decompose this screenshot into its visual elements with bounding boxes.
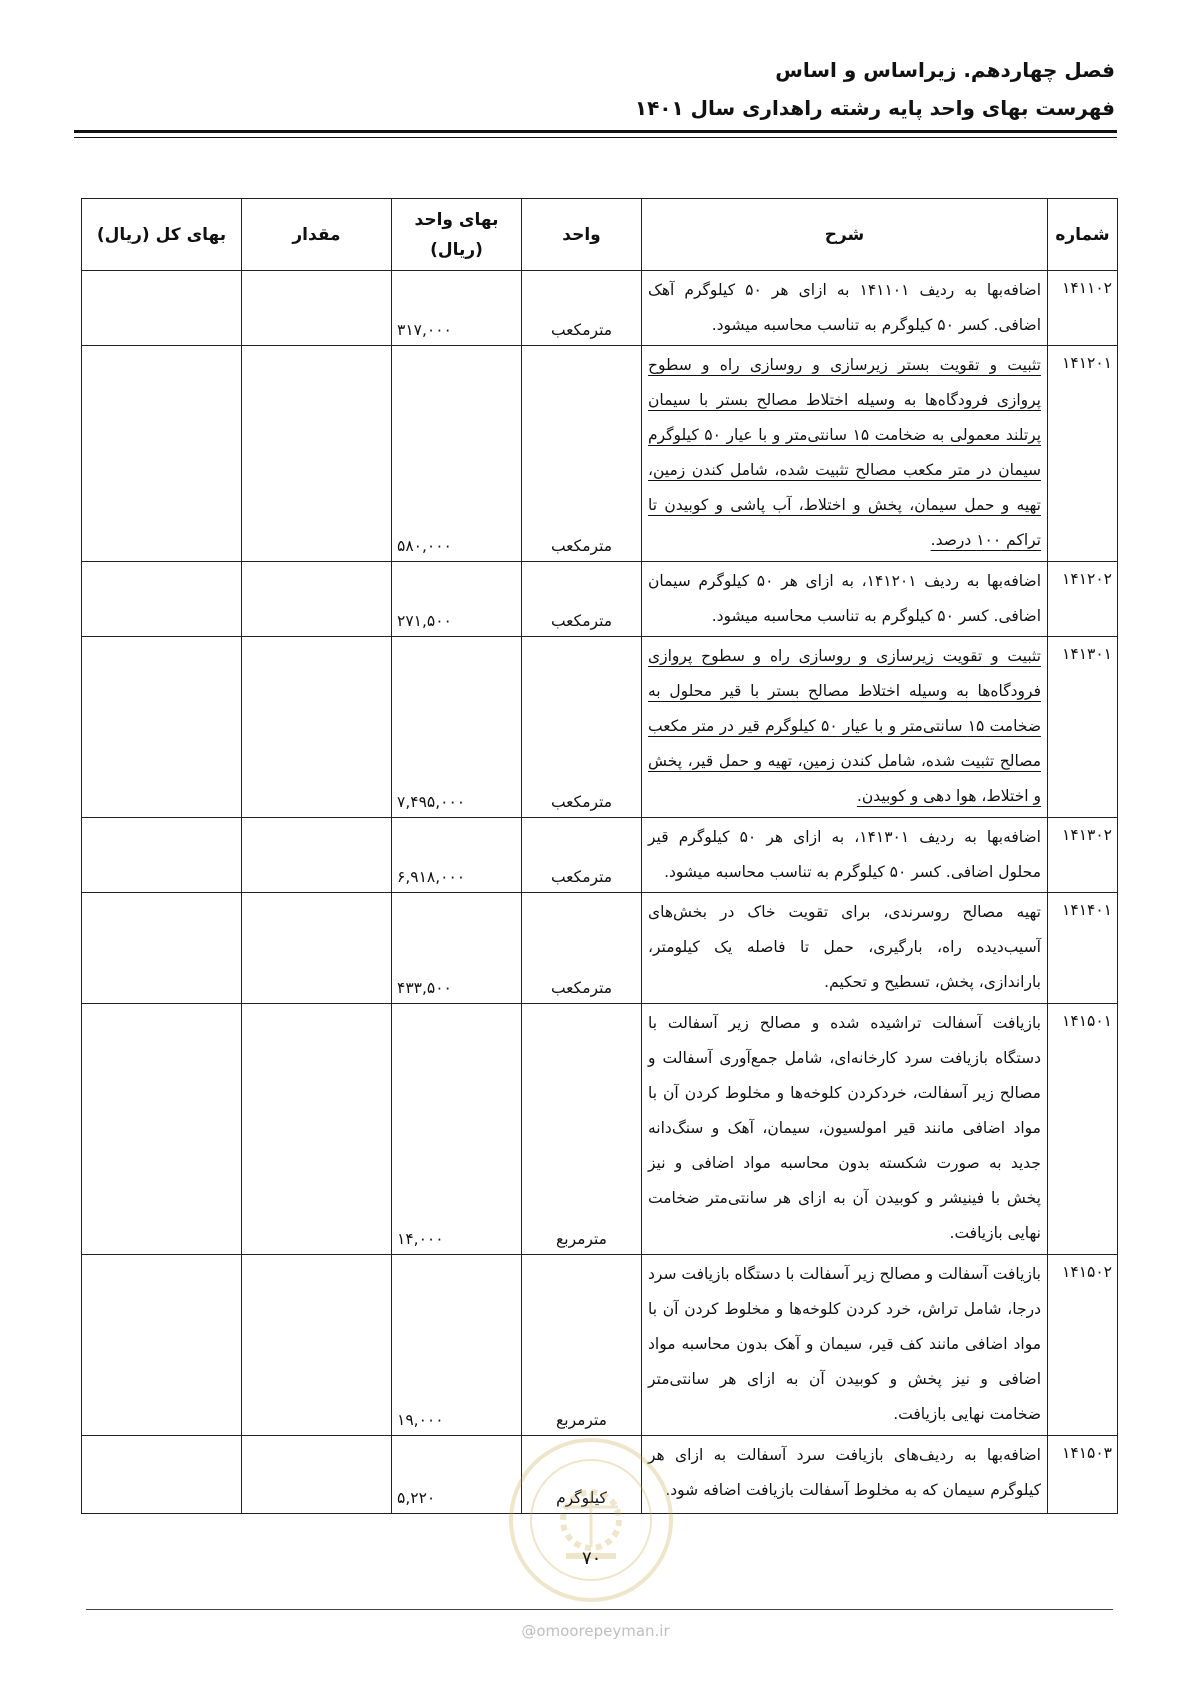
row-description — [642, 637, 1048, 818]
row-quantity — [242, 818, 392, 893]
row-description: اضافه‌بها به ردیف ۱۴۱۲۰۱، به ازای هر ۵۰ کیلوگرم سیمان اضافی. کسر ۵۰ کیلوگرم به تناسب محاسبه میشود. — [642, 562, 1048, 637]
row-unit: مترمکعب — [522, 637, 642, 818]
row-unit-price-value: ۷,۴۹۵,۰۰۰ — [397, 793, 466, 812]
row-unit: مترمکعب — [522, 893, 642, 1003]
row-description: تهیه مصالح روسرندی، برای تقویت خاک در بخش‌های آسیب‌دیده راه، بارگیری، حمل تا فاصله یک کیلومتر، باراندازی، پخش، تسطیح و تحکیم. — [642, 893, 1048, 1003]
row-total — [82, 271, 242, 346]
col-header-quantity: مقدار — [242, 199, 392, 271]
row-unit: مترمربع — [522, 1003, 642, 1254]
table-header-row — [82, 199, 1118, 271]
row-number: ۱۴۱۵۰۲ — [1048, 1254, 1118, 1435]
row-unit-price-value: ۱۹,۰۰۰ — [397, 1410, 444, 1429]
watermark: @omoorepeyman.ir — [521, 1622, 670, 1640]
row-description: اضافه‌بها به ردیف ۱۴۱۱۰۱ به ازای هر ۵۰ کیلوگرم آهک اضافی. کسر ۵۰ کیلوگرم به تناسب محاسبه میشود. — [642, 271, 1048, 346]
row-number: ۱۴۱۲۰۱ — [1048, 346, 1118, 562]
row-unit-price — [392, 1435, 522, 1513]
row-number: ۱۴۱۳۰۱ — [1048, 637, 1118, 818]
row-total — [82, 893, 242, 1003]
row-quantity — [242, 346, 392, 562]
table-row — [82, 818, 1118, 893]
row-unit: مترمربع — [522, 1254, 642, 1435]
row-number: ۱۴۱۲۰۲ — [1048, 562, 1118, 637]
row-unit-price-value: ۲۷۱,۵۰۰ — [397, 612, 452, 631]
seal-icon — [506, 1435, 676, 1605]
row-unit-price-value: ۳۱۷,۰۰۰ — [397, 321, 452, 340]
row-unit: مترمکعب — [522, 271, 642, 346]
table-row — [82, 271, 1118, 346]
footer-rule — [86, 1609, 1113, 1610]
row-number: ۱۴۱۵۰۱ — [1048, 1003, 1118, 1254]
col-header-description: شرح — [642, 199, 1048, 271]
row-unit-price — [392, 818, 522, 893]
row-description: اضافه‌بها به ردیف‌های بازیافت سرد آسفالت به ازای هر کیلوگرم سیمان که به مخلوط آسفالت بازیافت اضافه شود. — [642, 1435, 1048, 1513]
row-unit-price-value: ۱۴,۰۰۰ — [397, 1229, 444, 1248]
row-unit-price-value: ۶,۹۱۸,۰۰۰ — [397, 868, 466, 887]
page-number: ۷۰ — [582, 1548, 602, 1569]
table-row — [82, 1003, 1118, 1254]
col-header-unit-price: بهای واحد (ریال) — [392, 199, 522, 271]
row-total — [82, 818, 242, 893]
col-header-unit: واحد — [522, 199, 642, 271]
row-total — [82, 562, 242, 637]
row-unit: کیلوگرم — [522, 1435, 642, 1513]
header-rule-thick — [74, 130, 1117, 133]
chapter-title: فصل چهاردهم. زیراساس و اساس — [775, 58, 1115, 82]
row-unit-price-value: ۵۸۰,۰۰۰ — [397, 537, 452, 556]
row-total — [82, 637, 242, 818]
row-description-text: تثبیت و تقویت زیرسازی و روسازی راه و سطوح پروازی فرودگاه‌ها به وسیله اختلاط مصالح بستر با قیر محلول به ضخامت ۱۵ سانتی‌متر و با عیار ۵۰ کیلوگرم قیر در متر مکعب مصالح تثبیت شده، شامل کندن زمین، تهیه و حمل قیر، پخش و اختلاط، هوا دهی و کوبیدن. — [648, 647, 1041, 806]
price-table — [81, 198, 1118, 1514]
row-description — [642, 346, 1048, 562]
row-description: اضافه‌بها به ردیف ۱۴۱۳۰۱، به ازای هر ۵۰ کیلوگرم قیر محلول اضافی. کسر ۵۰ کیلوگرم به تناسب محاسبه میشود. — [642, 818, 1048, 893]
row-quantity — [242, 562, 392, 637]
row-unit: مترمکعب — [522, 562, 642, 637]
row-total — [82, 1435, 242, 1513]
row-unit: مترمکعب — [522, 818, 642, 893]
col-header-number: شماره — [1048, 199, 1118, 271]
row-number: ۱۴۱۴۰۱ — [1048, 893, 1118, 1003]
row-quantity — [242, 1003, 392, 1254]
row-quantity — [242, 637, 392, 818]
header-rule-thin — [74, 137, 1117, 138]
row-unit-price-value: ۴۳۳,۵۰۰ — [397, 978, 452, 997]
row-unit-price — [392, 1003, 522, 1254]
document-subtitle: فهرست بهای واحد پایه رشته راهداری سال ۱۴۰۱ — [634, 96, 1115, 120]
row-unit-price — [392, 346, 522, 562]
row-number: ۱۴۱۵۰۳ — [1048, 1435, 1118, 1513]
row-number: ۱۴۱۳۰۲ — [1048, 818, 1118, 893]
row-quantity — [242, 271, 392, 346]
table-row — [82, 1254, 1118, 1435]
row-number: ۱۴۱۱۰۲ — [1048, 271, 1118, 346]
col-header-total: بهای کل (ریال) — [82, 199, 242, 271]
row-unit-price — [392, 893, 522, 1003]
row-unit-price — [392, 1254, 522, 1435]
row-description-text: تثبیت و تقویت بستر زیرسازی و روسازی راه و سطوح پروازی فرودگاه‌ها به وسیله اختلاط مصالح بستر با سیمان پرتلند معمولی به ضخامت ۱۵ سانتی‌متر و با عیار ۵۰ کیلوگرم سیمان در متر مکعب مصالح تثبیت شده، شامل کندن زمین، تهیه و حمل سیمان، پخش و اختلاط، آب پاشی و کوبیدن تا تراکم ۱۰۰ درصد. — [648, 356, 1042, 550]
row-total — [82, 346, 242, 562]
row-unit-price-value: ۵,۲۲۰ — [397, 1489, 436, 1507]
row-unit-price — [392, 271, 522, 346]
row-total — [82, 1254, 242, 1435]
row-description: بازیافت آسفالت تراشیده شده و مصالح زیر آسفالت با دستگاه بازیافت سرد کارخانه‌ای، شامل جمع‌آوری آسفالت و مصالح زیر آسفالت، خردکردن کلوخه‌ها و مخلوط کردن آن با مواد اضافی مانند قیر امولسیون، سیمان، آهک و سنگ‌دانه جدید به صورت شکسته بدون محاسبه مواد اضافی و نیز پخش با فینیشر و کوبیدن آن به ازای هر سانتی‌متر ضخامت نهایی بازیافت. — [642, 1003, 1048, 1254]
table-row — [82, 346, 1118, 562]
row-quantity — [242, 1435, 392, 1513]
table-row — [82, 562, 1118, 637]
table-row — [82, 637, 1118, 818]
row-quantity — [242, 893, 392, 1003]
table-row — [82, 893, 1118, 1003]
row-description: بازیافت آسفالت و مصالح زیر آسفالت با دستگاه بازیافت سرد درجا، شامل تراش، خرد کردن کلوخه‌ها و مخلوط کردن آن با مواد اضافی مانند کف قیر، سیمان و آهک بدون محاسبه مواد اضافی و نیز پخش و کوبیدن آن به ازای هر سانتی‌متر ضخامت نهایی بازیافت. — [642, 1254, 1048, 1435]
row-unit-price — [392, 637, 522, 818]
row-total — [82, 1003, 242, 1254]
row-quantity — [242, 1254, 392, 1435]
row-unit: مترمکعب — [522, 346, 642, 562]
row-unit-price — [392, 562, 522, 637]
